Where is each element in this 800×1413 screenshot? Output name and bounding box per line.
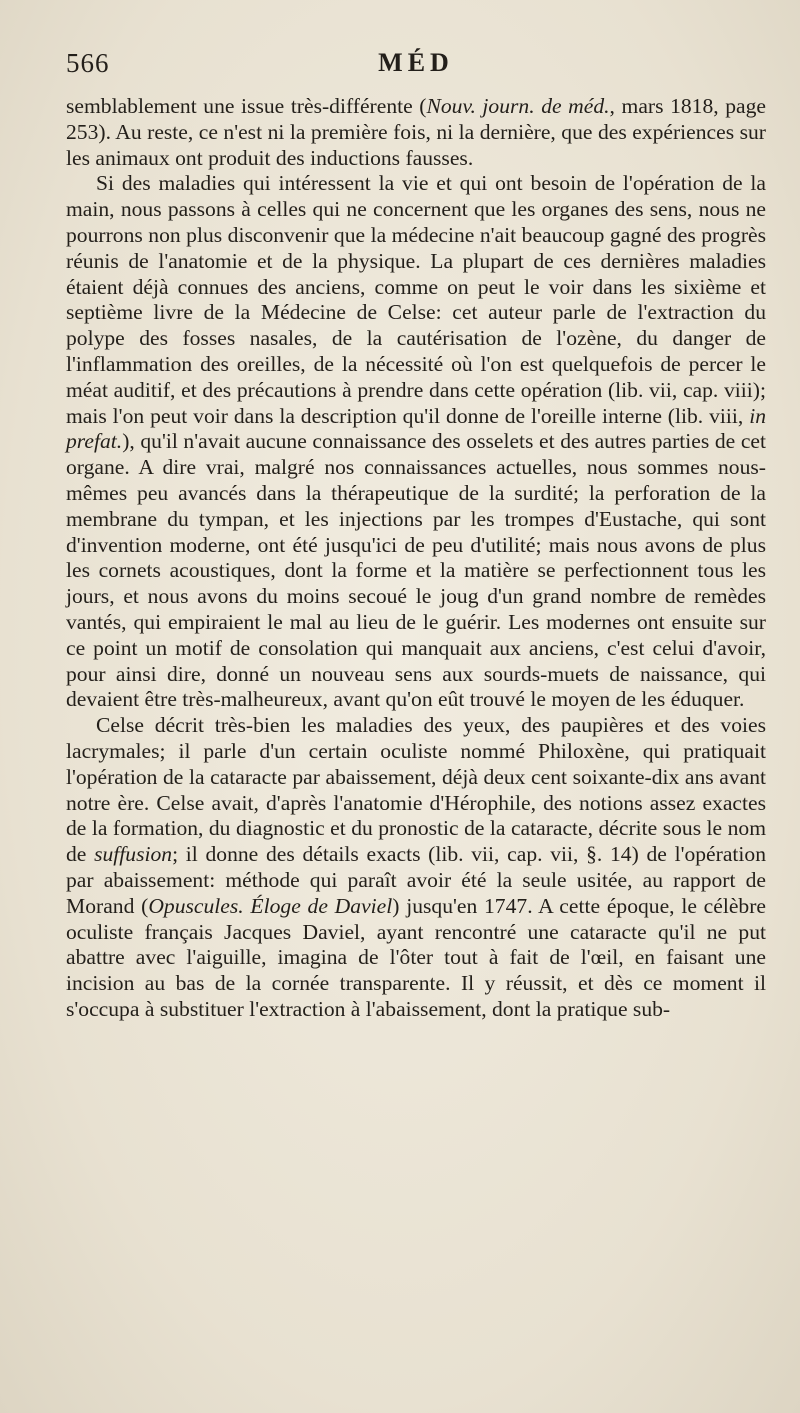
italic-citation: in prefat. — [66, 403, 766, 454]
italic-citation: Nouv. journ. de méd. — [426, 94, 610, 118]
page-header — [66, 48, 766, 88]
text-run: semblablement une issue très-différente ( — [66, 94, 427, 118]
text-run: ; il donne des détails exacts (lib. vii, cap. vii, §. 14) de l'opération par abaissement: méthode qui paraît avoir été la seule usitée, au rapport de Morand ( — [66, 842, 767, 918]
paragraph-continuation — [66, 94, 766, 171]
page-number: 566 — [66, 48, 110, 78]
body-text — [66, 94, 766, 1023]
text-run: Si des maladies qui intéressent la vie et qui ont besoin de l'opération de la main, nous passons à celles qui ne concernent que les organes des sens, nous ne pourrons non plus disconvenir que la médecine n'ait beaucoup gagné des progrès réunis de l'anatomie et de la physique. La plupart de ces dernières maladies étaient déjà connues des anciens, comme on peut le voir dans les sixième et septième livre de la Médecine de Celse: cet auteur parle de l'extraction du polype des fosses nasales, de la cautérisation de l'ozène, du danger de l'inflammation des oreilles, de la nécessité où l'on est quelquefois de percer le méat auditif, et des précautions à prendre dans cette opération (lib. vii, cap. viii); mais l'on peut voir dans la description qu'il donne de l'oreille interne (lib. viii, — [66, 171, 766, 428]
text-run: ) jusqu'en 1747. A cette époque, le célèbre oculiste français Jacques Daviel, ayant rencontré une cataracte qu'il ne put abattre avec l'aiguille, imagina de l'ôter tout à fait de l'œil, en faisant une incision au bas de la cornée transparente. Il y réussit, et dès ce moment il s'occupa à substituer l'extraction à l'abaissement, dont la pratique sub- — [66, 893, 766, 1021]
running-head: MÉD — [378, 48, 454, 77]
text-run: Celse décrit très-bien les maladies des yeux, des paupières et des voies lacrymales; il parle d'un certain oculiste nommé Philoxène, qui pratiquait l'opération de la cataracte par abaissement, déjà deux cent soixante-dix ans avant notre ère. Celse avait, d'après l'anatomie d'Hérophile, des notions assez exactes de la formation, du diagnostic et du pronostic de la cataracte, décrite sous le nom de — [66, 713, 766, 867]
paragraph-sense-organs — [66, 171, 766, 713]
text-run: , mars 1818, page 253). Au reste, ce n'est ni la première fois, ni la dernière, que des expériences sur les animaux ont produit des inductions fausses. — [66, 94, 766, 170]
italic-citation: Opuscules. Éloge de Daviel — [148, 893, 393, 918]
italic-term: suffusion — [94, 842, 173, 867]
text-run: ), qu'il n'avait aucune connaissance des osselets et des autres parties de cet organe. A dire vrai, malgré nos connaissances actuelles, nous sommes nous-mêmes peu avancés dans la thérapeutique de la surdité; la perforation de la membrane du tympan, et les injections par les trompes d'Eustache, qui sont d'invention moderne, ont été jusqu'ici de peu d'utilité; mais nous avons de plus les cornets acoustiques, dont la forme et la matière se perfectionnent tous les jours, et nous avons du moins secoué le joug d'un grand nombre de remèdes vantés, qui empiraient le mal au lieu de le guérir. Les modernes ont ensuite sur ce point un motif de consolation qui manquait aux anciens, c'est celui d'avoir, pour ainsi dire, donné un nouveau sens aux sourds-muets de naissance, qui devaient être très-malheureux, avant qu'on eût trouvé le moyen de les éduquer. — [66, 429, 766, 712]
paragraph-celse-eyes — [66, 713, 766, 1023]
